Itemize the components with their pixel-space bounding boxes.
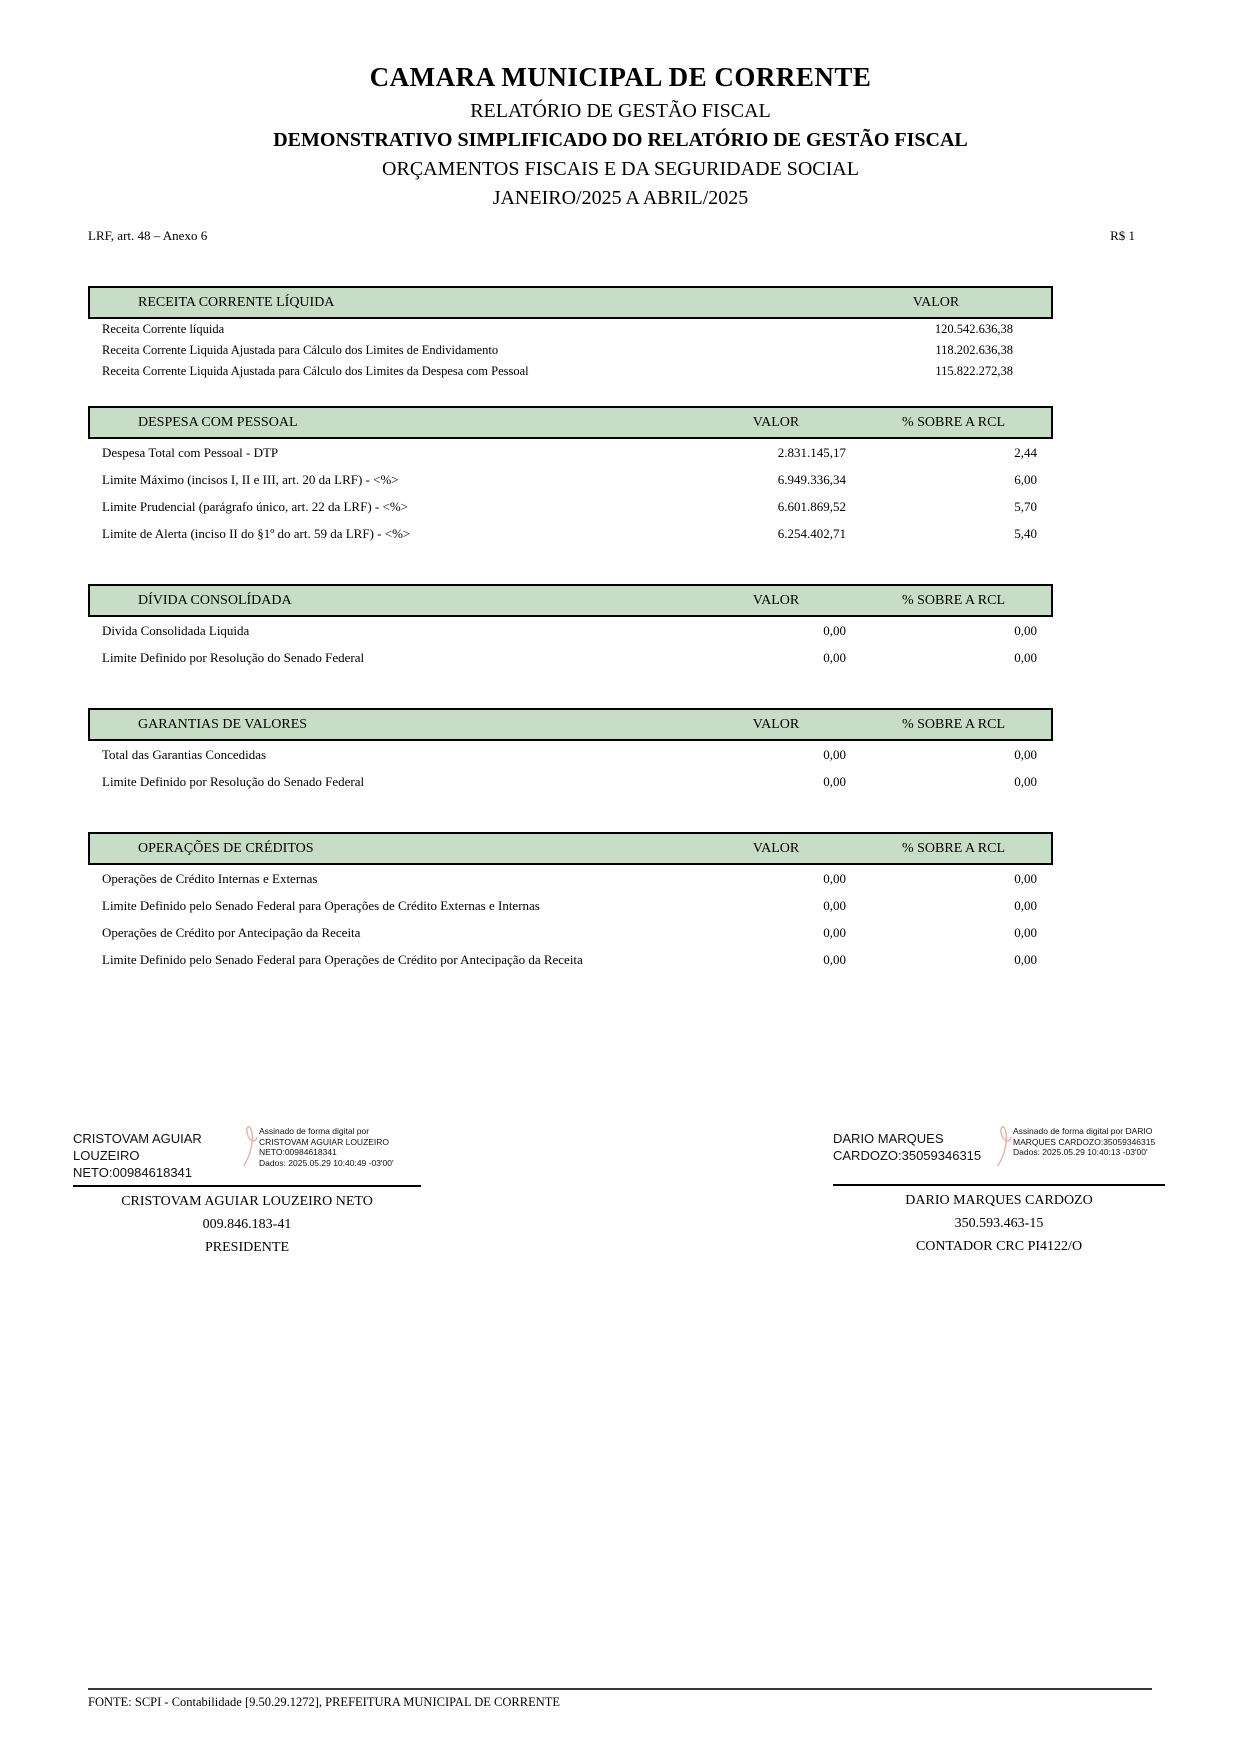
cell-pct: 6,00 — [1014, 471, 1037, 487]
row-label: Limite Definido pelo Senado Federal para Operações de Crédito Externas e Internas — [102, 897, 540, 913]
signer-role: PRESIDENTE — [205, 1240, 289, 1255]
adobe-signature-mark-icon — [241, 1124, 259, 1170]
table-header-row — [88, 406, 1053, 439]
row-label: Receita Corrente Liquida Ajustada para Cálculo dos Limites da Despesa com Pessoal — [102, 364, 529, 378]
financial-table — [88, 584, 1053, 671]
table-title: OPERAÇÕES DE CRÉDITOS — [138, 840, 314, 856]
digital-signature-note-text: Assinado de forma digital por CRISTOVAM AGUIAR LOUZEIRO NETO:00984618341 — [259, 1126, 390, 1157]
cell-valor: 6.601.869,52 — [777, 498, 846, 514]
table-row — [88, 439, 1053, 466]
report-period: JANEIRO/2025 A ABRIL/2025 — [492, 187, 749, 209]
cell-valor: 0,00 — [823, 773, 846, 789]
digital-signature-note — [1013, 1118, 1165, 1158]
adobe-signature-mark-icon — [995, 1124, 1013, 1170]
digital-signature-visual — [833, 1118, 1165, 1180]
digital-signature-note — [259, 1118, 421, 1168]
digital-signature-name: DARIO MARQUES CARDOZO:35059346315 — [833, 1131, 982, 1163]
digital-signature-date: Dados: 2025.05.29 10:40:13 -03'00' — [1013, 1147, 1148, 1157]
cell-valor: 120.542.636,38 — [934, 322, 1013, 336]
currency-unit: R$ 1 — [1110, 228, 1135, 243]
row-label: Limite de Alerta (inciso II do §1º do art. 59 da LRF) - <%> — [102, 525, 411, 541]
cell-valor: 0,00 — [823, 746, 846, 762]
signature-block-president — [73, 1118, 421, 1259]
column-header-valor: VALOR — [752, 414, 800, 430]
table-header-row — [88, 286, 1053, 319]
table-row — [88, 466, 1053, 493]
column-header-valor: VALOR — [752, 716, 800, 732]
page-title: CAMARA MUNICIPAL DE CORRENTE — [369, 62, 872, 92]
row-label: Operações de Crédito Internas e Externas — [102, 870, 318, 886]
column-header-valor: VALOR — [912, 294, 960, 310]
signer-name: CRISTOVAM AGUIAR LOUZEIRO NETO — [121, 1194, 373, 1209]
report-header — [0, 62, 1241, 216]
row-label: Limite Definido pelo Senado Federal para Operações de Crédito por Antecipação da Receita — [102, 951, 583, 967]
cell-valor: 0,00 — [823, 870, 846, 886]
cell-valor: 0,00 — [823, 622, 846, 638]
table-row — [88, 493, 1053, 520]
table-header-row — [88, 584, 1053, 617]
table-header-row — [88, 832, 1053, 865]
cell-valor: 0,00 — [823, 649, 846, 665]
column-header-pct: % SOBRE A RCL — [901, 716, 1006, 732]
digital-signature-name: CRISTOVAM AGUIAR LOUZEIRO NETO:00984618341 — [73, 1131, 202, 1180]
row-label: Receita Corrente líquida — [102, 322, 225, 336]
cell-valor: 0,00 — [823, 897, 846, 913]
cell-pct: 5,70 — [1014, 498, 1037, 514]
table-row — [88, 520, 1053, 547]
row-label: Receita Corrente Liquida Ajustada para Cálculo dos Limites de Endividamento — [102, 343, 499, 357]
column-header-pct: % SOBRE A RCL — [901, 414, 1006, 430]
cell-pct: 5,40 — [1014, 525, 1037, 541]
row-label: Operações de Crédito por Antecipação da Receita — [102, 924, 361, 940]
cell-valor: 6.949.336,34 — [777, 471, 846, 487]
financial-table — [88, 832, 1053, 973]
row-label: Total das Garantias Concedidas — [102, 746, 267, 762]
table-title: GARANTIAS DE VALORES — [138, 716, 308, 732]
cell-pct: 0,00 — [1014, 870, 1037, 886]
row-label: Despesa Total com Pessoal - DTP — [102, 444, 279, 460]
cell-pct: 2,44 — [1014, 444, 1037, 460]
table-title: DESPESA COM PESSOAL — [138, 414, 298, 430]
tables-section — [88, 286, 1053, 1010]
table-row — [88, 865, 1053, 892]
table-row — [88, 361, 1053, 382]
cell-pct: 0,00 — [1014, 622, 1037, 638]
report-subtitle-2: DEMONSTRATIVO SIMPLIFICADO DO RELATÓRIO DE GESTÃO FISCAL — [273, 129, 968, 151]
signature-line — [73, 1185, 421, 1187]
row-label: Divida Consolidada Liquida — [102, 622, 250, 638]
table-row — [88, 617, 1053, 644]
cell-valor: 0,00 — [823, 924, 846, 940]
cell-valor: 6.254.402,71 — [777, 525, 846, 541]
table-row — [88, 892, 1053, 919]
table-row — [88, 644, 1053, 671]
row-label: Limite Definido por Resolução do Senado Federal — [102, 773, 365, 789]
cell-pct: 0,00 — [1014, 897, 1037, 913]
signer-cpf: 009.846.183-41 — [202, 1217, 292, 1232]
table-title: RECEITA CORRENTE LÍQUIDA — [138, 294, 335, 310]
cell-valor: 2.831.145,17 — [777, 444, 846, 460]
signer-cpf: 350.593.463-15 — [954, 1216, 1044, 1231]
column-header-valor: VALOR — [752, 840, 800, 856]
column-header-pct: % SOBRE A RCL — [901, 592, 1006, 608]
table-row — [88, 946, 1053, 973]
signature-block-accountant — [833, 1118, 1165, 1258]
cell-pct: 0,00 — [1014, 924, 1037, 940]
column-header-valor: VALOR — [752, 592, 800, 608]
cell-valor: 115.822.272,38 — [935, 364, 1013, 378]
table-row — [88, 319, 1053, 340]
source-note: FONTE: SCPI - Contabilidade [9.50.29.1272], PREFEITURA MUNICIPAL DE CORRENTE — [88, 1695, 560, 1709]
table-row — [88, 340, 1053, 361]
financial-table — [88, 708, 1053, 795]
cell-valor: 118.202.636,38 — [935, 343, 1013, 357]
cell-pct: 0,00 — [1014, 649, 1037, 665]
column-header-pct: % SOBRE A RCL — [901, 840, 1006, 856]
report-subtitle-1: RELATÓRIO DE GESTÃO FISCAL — [470, 100, 771, 122]
row-label: Limite Prudencial (parágrafo único, art. 22 da LRF) - <%> — [102, 498, 408, 514]
financial-table — [88, 406, 1053, 547]
cell-pct: 0,00 — [1014, 746, 1037, 762]
table-row — [88, 741, 1053, 768]
cell-pct: 0,00 — [1014, 951, 1037, 967]
row-label: Limite Máximo (incisos I, II e III, art. 20 da LRF) - <%> — [102, 471, 399, 487]
financial-table — [88, 286, 1053, 382]
report-subtitle-3: ORÇAMENTOS FISCAIS E DA SEGURIDADE SOCIAL — [382, 158, 859, 180]
digital-signature-date: Dados: 2025.05.29 10:40:49 -03'00' — [259, 1157, 394, 1168]
legal-reference: LRF, art. 48 – Anexo 6 — [88, 228, 208, 243]
signer-name: DARIO MARQUES CARDOZO — [905, 1193, 1093, 1208]
cell-pct: 0,00 — [1014, 773, 1037, 789]
table-title: DÍVIDA CONSOLÍDADA — [138, 592, 292, 608]
cell-valor: 0,00 — [823, 951, 846, 967]
table-header-row — [88, 708, 1053, 741]
report-footer — [88, 1688, 1152, 1710]
digital-signature-visual — [73, 1118, 421, 1181]
row-label: Limite Definido por Resolução do Senado Federal — [102, 649, 365, 665]
digital-signature-note-text: Assinado de forma digital por DARIO MARQUES CARDOZO:35059346315 — [1013, 1126, 1156, 1147]
signer-role: CONTADOR CRC PI4122/O — [915, 1239, 1083, 1254]
table-row — [88, 768, 1053, 795]
signature-line — [833, 1184, 1165, 1186]
meta-row — [88, 228, 1135, 244]
table-row — [88, 919, 1053, 946]
